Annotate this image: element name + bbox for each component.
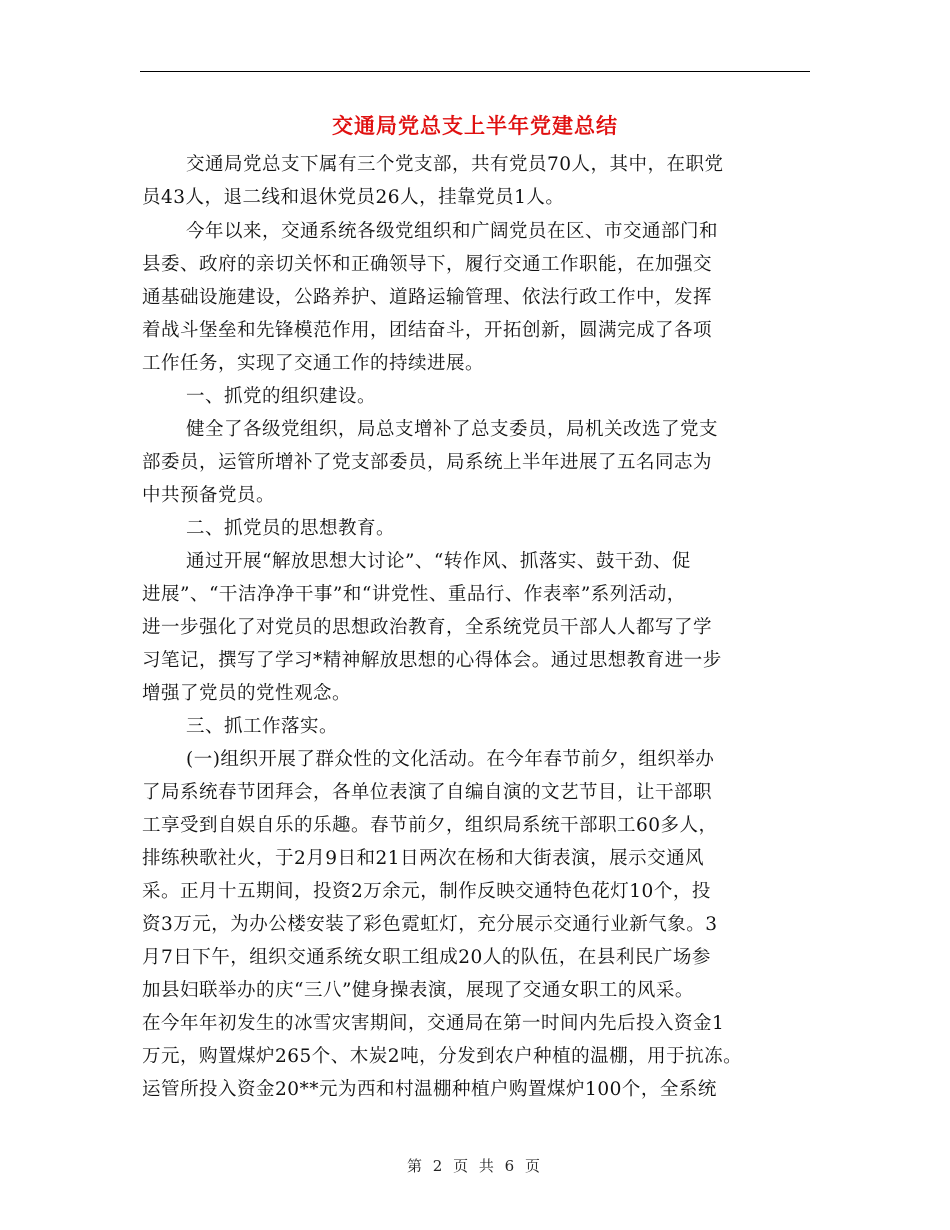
- body-line: 县委、政府的亲切关怀和正确领导下，履行交通工作职能，在加强交: [142, 254, 713, 275]
- document-title: 交通局党总支上半年党建总结: [332, 113, 618, 138]
- body-line: 运管所投入资金20**元为西和村温棚种植户购置煤炉100个，全系统: [142, 1079, 717, 1100]
- body-line: 加县妇联举办的庆“三八”健身操表演，展现了交通女职工的风采。: [142, 980, 694, 1001]
- section-heading: 三、抓工作落实。: [186, 716, 339, 737]
- body-line: 月7日下午，组织交通系统女职工组成20人的队伍，在县利民广场参: [142, 947, 711, 968]
- body-line: 交通局党总支下属有三个党支部，共有党员70人，其中，在职党: [186, 154, 724, 175]
- header-rule: [140, 71, 810, 72]
- body-line: 今年以来，交通系统各级党组织和广阔党员在区、市交通部门和: [186, 221, 719, 242]
- body-line: 通过开展“解放思想大讨论”、“转作风、抓落实、鼓干劲、促: [186, 551, 691, 572]
- body-line: 工享受到自娱自乐的乐趣。春节前夕，组织局系统干部职工60多人，: [142, 815, 718, 836]
- body-line: 万元，购置煤炉265个、木炭2吨，分发到农户种植的温棚，用于抗冻。: [142, 1046, 743, 1067]
- section-heading: 二、抓党员的思想教育。: [186, 518, 396, 539]
- body-line: 进展”、“干洁净净干事”和“讲党性、重品行、作表率”系列活动，: [142, 584, 686, 605]
- page-footer: 第 2 页 共 6 页: [407, 1157, 543, 1175]
- body-line: 进一步强化了对党员的思想政治教育，全系统党员干部人人都写了学: [142, 617, 713, 638]
- body-line: 了局系统春节团拜会，各单位表演了自编自演的文艺节目，让干部职: [142, 782, 713, 803]
- body-line: 员43人，退二线和退休党员26人，挂靠党员1人。: [142, 187, 565, 208]
- body-line: 通基础设施建设，公路养护、道路运输管理、依法行政工作中，发挥: [142, 287, 713, 308]
- body-line: 采。正月十五期间，投资2万余元，制作反映交通特色花灯10个，投: [142, 881, 711, 902]
- body-line: 部委员，运管所增补了党支部委员，局系统上半年进展了五名同志为: [142, 452, 713, 473]
- body-line: 着战斗堡垒和先锋模范作用，团结奋斗，开拓创新，圆满完成了各项: [142, 320, 713, 341]
- section-heading: 一、抓党的组织建设。: [186, 386, 377, 407]
- body-line: 增强了党员的党性观念。: [142, 683, 352, 704]
- body-line: 健全了各级党组织，局总支增补了总支委员，局机关改选了党支: [186, 419, 719, 440]
- body-line: 资3万元，为办公楼安装了彩色霓虹灯，充分展示交通行业新气象。3: [142, 914, 718, 935]
- body-line: 工作任务，实现了交通工作的持续进展。: [142, 353, 485, 374]
- body-line: (一)组织开展了群众性的文化活动。在今年春节前夕，组织举办: [186, 749, 715, 770]
- body-line: 中共预备党员。: [142, 485, 276, 506]
- body-line: 在今年年初发生的冰雪灾害期间，交通局在第一时间内先后投入资金1: [142, 1013, 725, 1034]
- body-line: 排练秧歌社火，于2月9日和21日两次在杨和大街表演，展示交通风: [142, 848, 705, 869]
- body-line: 习笔记，撰写了学习*精神解放思想的心得体会。通过思想教育进一步: [142, 650, 722, 671]
